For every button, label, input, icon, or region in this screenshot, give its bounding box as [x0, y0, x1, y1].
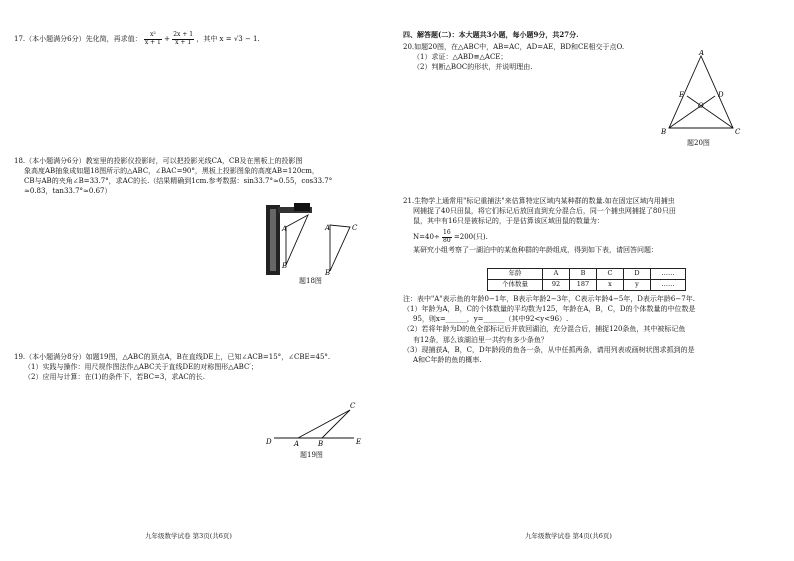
q21-note-7: A和C年龄的鱼的概率.	[413, 355, 482, 364]
left-footer: 九年级数学试卷 第3页(共6页)	[145, 531, 232, 540]
fig19-caption: 题19图	[300, 451, 323, 459]
question-19	[14, 352, 330, 382]
q19-line-1: 19.（本小题满分8分）如题19图，△ABC的顶点A，B在直线DE上，已知∠ACB=15°，∠CBE=45°.	[14, 353, 331, 361]
table-row	[488, 269, 686, 280]
fig18-projection-triangle	[286, 215, 308, 265]
fig18-label-b2: B	[325, 269, 331, 277]
q17-frac1-num: x²	[144, 32, 162, 40]
section-4-title: 四、解答题(二)：本大题共3小题，每小题9分，共27分.	[403, 30, 579, 39]
q21-formula-suffix: =200(只).	[453, 233, 488, 242]
q21-formula-prefix: N=40÷	[413, 233, 440, 242]
fig18-label-b: B	[282, 262, 288, 270]
q21-formula-den: 80	[443, 237, 451, 245]
fig18-label-a2: A	[325, 224, 331, 232]
q21-line-3: 鼠，其中有16只是被标记的，于是估算该区域田鼠的数量为：	[413, 217, 604, 226]
q21-note-3: 95，则x=______，y=______（其中92<y<96）.	[413, 315, 569, 324]
q21-note-4: （2）若将年龄为D的鱼全部标记后并放回湖泊，充分混合后，捕捉120条鱼，其中被标记鱼	[403, 325, 686, 334]
question-21	[403, 196, 676, 255]
q21-line-2: 网捕捉了40只田鼠，将它们标记后放回直到充分混合后，同一个捕虫网捕捉了80只田	[413, 207, 676, 216]
q17-prefix: 17.（本小题满分6分）先化简，再求值：	[14, 35, 142, 44]
fig20-label-e: E	[679, 91, 685, 99]
age-table	[487, 268, 686, 291]
q20-line-1: 20.如题20图，在△ABC中，AB=AC，AD=AE，BD和CE相交于点O.	[403, 43, 625, 51]
q21-formula-num: 16	[443, 229, 451, 237]
question-21-notes	[403, 294, 696, 365]
fig20-label-b: B	[661, 128, 667, 136]
table-cell: y	[624, 280, 651, 291]
fig19-label-c: C	[350, 402, 356, 410]
table-cell: x	[597, 280, 624, 291]
q21-formula	[403, 230, 676, 244]
table-cell: D	[624, 269, 651, 280]
q18-line-4: ≈0.83，tan33.7°≈0.67）	[24, 187, 112, 196]
fig18-label-c2: C	[352, 224, 358, 232]
table-cell: A	[543, 269, 570, 280]
q21-line-after: 某研究小组考察了一湖泊中的某鱼种群的年龄组成，得到如下表，请回答问题：	[413, 245, 658, 254]
fig19-label-d: D	[266, 438, 272, 446]
question-20	[403, 42, 624, 72]
fig18-label-a: A	[282, 225, 288, 233]
question-18	[14, 156, 332, 197]
table-cell: 年龄	[488, 269, 543, 280]
fig20-label-a: A	[699, 50, 705, 57]
q17-fraction-1	[144, 32, 162, 46]
q18-line-1: 18.（本小题满分6分）教室里的投影仪投影时，可以把投影光线CA，CB及在黑板上的投影图	[14, 157, 303, 165]
question-17	[14, 32, 260, 46]
blackboard-inner	[270, 209, 276, 271]
q17-frac1-den: x + 1	[144, 38, 161, 46]
fig20-label-d: D	[718, 91, 724, 99]
q17-op: +	[164, 35, 170, 44]
figure-18	[258, 203, 368, 279]
q17-frac2-den: x + 1	[175, 38, 192, 46]
figure-19	[264, 400, 364, 448]
fig19-label-b: B	[318, 440, 324, 448]
fig19-segment-ac	[298, 410, 350, 438]
q20-line-2: （1）求证：△ABD≌△ACE；	[413, 53, 508, 62]
fig20-label-o: O	[698, 102, 704, 110]
q21-formula-fraction	[442, 230, 452, 244]
q21-note-1: 注：表中"A"表示鱼的年龄0−1年，B表示年龄2−3年，C表示年龄4−5年，D表示年龄6−7年.	[403, 295, 695, 303]
fig19-segment-bc	[322, 410, 350, 438]
projector-body	[294, 203, 310, 211]
table-row	[488, 280, 686, 291]
fig18-caption: 题18图	[299, 277, 322, 285]
q17-fraction-2	[172, 32, 194, 46]
table-cell: ……	[651, 280, 686, 291]
q17-frac2-num: 2x + 1	[173, 31, 194, 38]
fig18-abstract-triangle	[330, 225, 350, 271]
table-cell: ……	[651, 269, 686, 280]
q19-line-3: （2）应用与计算：在(1)的条件下，若BC=3，求AC的长.	[24, 373, 205, 382]
right-page	[397, 0, 794, 561]
q17-suffix: ，其中 x = √3 − 1.	[196, 35, 260, 44]
q21-line-1: 21.生物学上通常用"标记重捕法"来估算特定区域内某种群的数量.如在固定区域内用捕虫	[403, 197, 675, 205]
table-cell: C	[597, 269, 624, 280]
table-cell: 个体数量	[488, 280, 543, 291]
fig20-caption: 题20图	[687, 139, 710, 147]
q20-line-3: （2）判断△BOC的形状，并说明理由.	[413, 63, 533, 72]
fig19-label-a: A	[294, 440, 300, 448]
fig19-label-e: E	[356, 438, 362, 446]
fig20-label-c: C	[735, 128, 741, 136]
figure-20	[661, 50, 741, 136]
table-cell: 92	[543, 280, 570, 291]
q18-line-2: 象高度AB抽象成如题18图所示的△ABC，∠BAC=90°，黑板上投影图象的高度AB=120cm，	[24, 167, 319, 176]
q21-note-2: （1）年龄为A，B，C的个体数量的平均数为125，年龄在A，B，C，D的个体数量的中位数是	[403, 305, 696, 314]
table-cell: 187	[570, 280, 597, 291]
q21-note-6: （3）现捕获A，B，C，D年龄段的鱼各一条，从中任抓两条，请用列表或画树状图求抓到的是	[403, 345, 695, 354]
q19-line-2: （1）实践与操作：用尺规作图法作△ABC关于直线DE的对称图形△ABC′；	[24, 363, 258, 372]
q18-line-3: CB与AB的夹角∠B=33.7°，求AC的长.（结果精确到1cm.参考数据：sin33.7°≈0.55，cos33.7°	[24, 177, 333, 186]
table-cell: B	[570, 269, 597, 280]
right-footer: 九年级数学试卷 第4页(共6页)	[525, 531, 612, 540]
q21-note-5: 有12条，那么该湖泊里一共约有多少条鱼？	[413, 335, 548, 344]
